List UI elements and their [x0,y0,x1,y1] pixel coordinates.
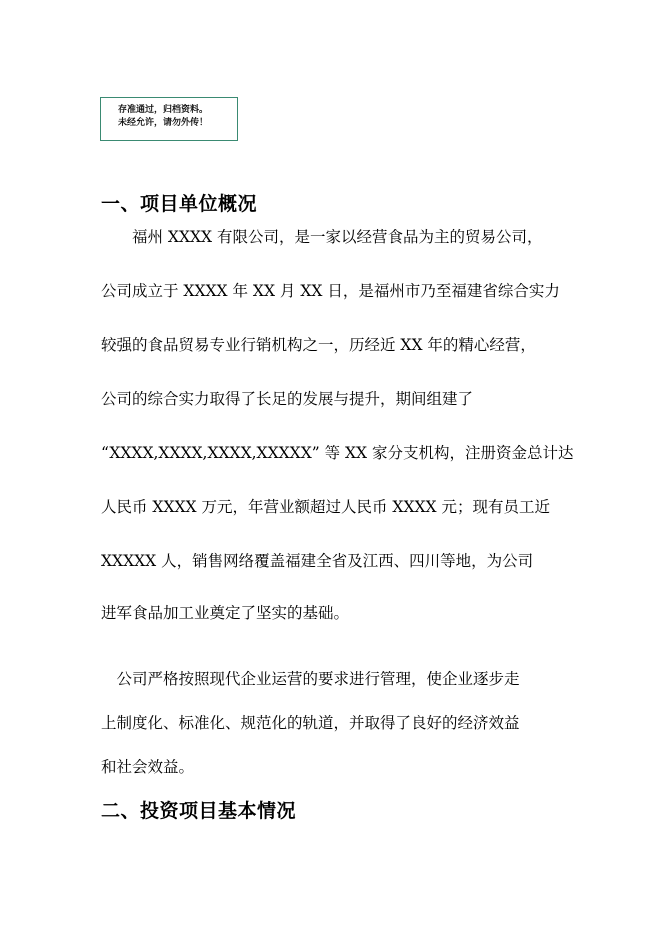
notice-stamp-box [100,97,238,141]
section-heading-project-unit: 一、项目单位概况 [101,193,258,215]
paragraph-line: 人民币 XXXX 万元，年营业额超过人民币 XXXX 元；现有员工近 [101,498,550,516]
section-heading-investment-project: 二、投资项目基本情况 [101,800,297,822]
paragraph-line: XXXXX 人，销售网络覆盖福建全省及江西、四川等地，为公司 [101,552,534,570]
notice-line-2: 未经允许，请勿外传！ [118,118,209,128]
paragraph-line: 公司的综合实力取得了长足的发展与提升，期间组建了 [101,390,474,408]
paragraph-line: “XXXX,XXXX,XXXX,XXXXX” 等 XX 家分支机构，注册资金总计达 [101,444,574,462]
paragraph-line: 进军食品加工业奠定了坚实的基础。 [101,604,350,622]
notice-line-1: 存准通过，归档资料。 [118,105,209,115]
paragraph-line: 上制度化、标准化、规范化的轨道，并取得了良好的经济效益 [101,714,520,732]
paragraph-line: 福州 XXXX 有限公司，是一家以经营食品为主的贸易公司， [101,228,543,246]
paragraph-line: 较强的食品贸易专业行销机构之一，历经近 XX 年的精心经营， [101,336,536,354]
paragraph-line: 和社会效益。 [101,758,195,776]
paragraph-line: 公司严格按照现代企业运营的要求进行管理，使企业逐步走 [101,670,520,688]
paragraph-line: 公司成立于 XXXX 年 XX 月 XX 日，是福州市乃至福建省综合实力 [101,282,560,300]
